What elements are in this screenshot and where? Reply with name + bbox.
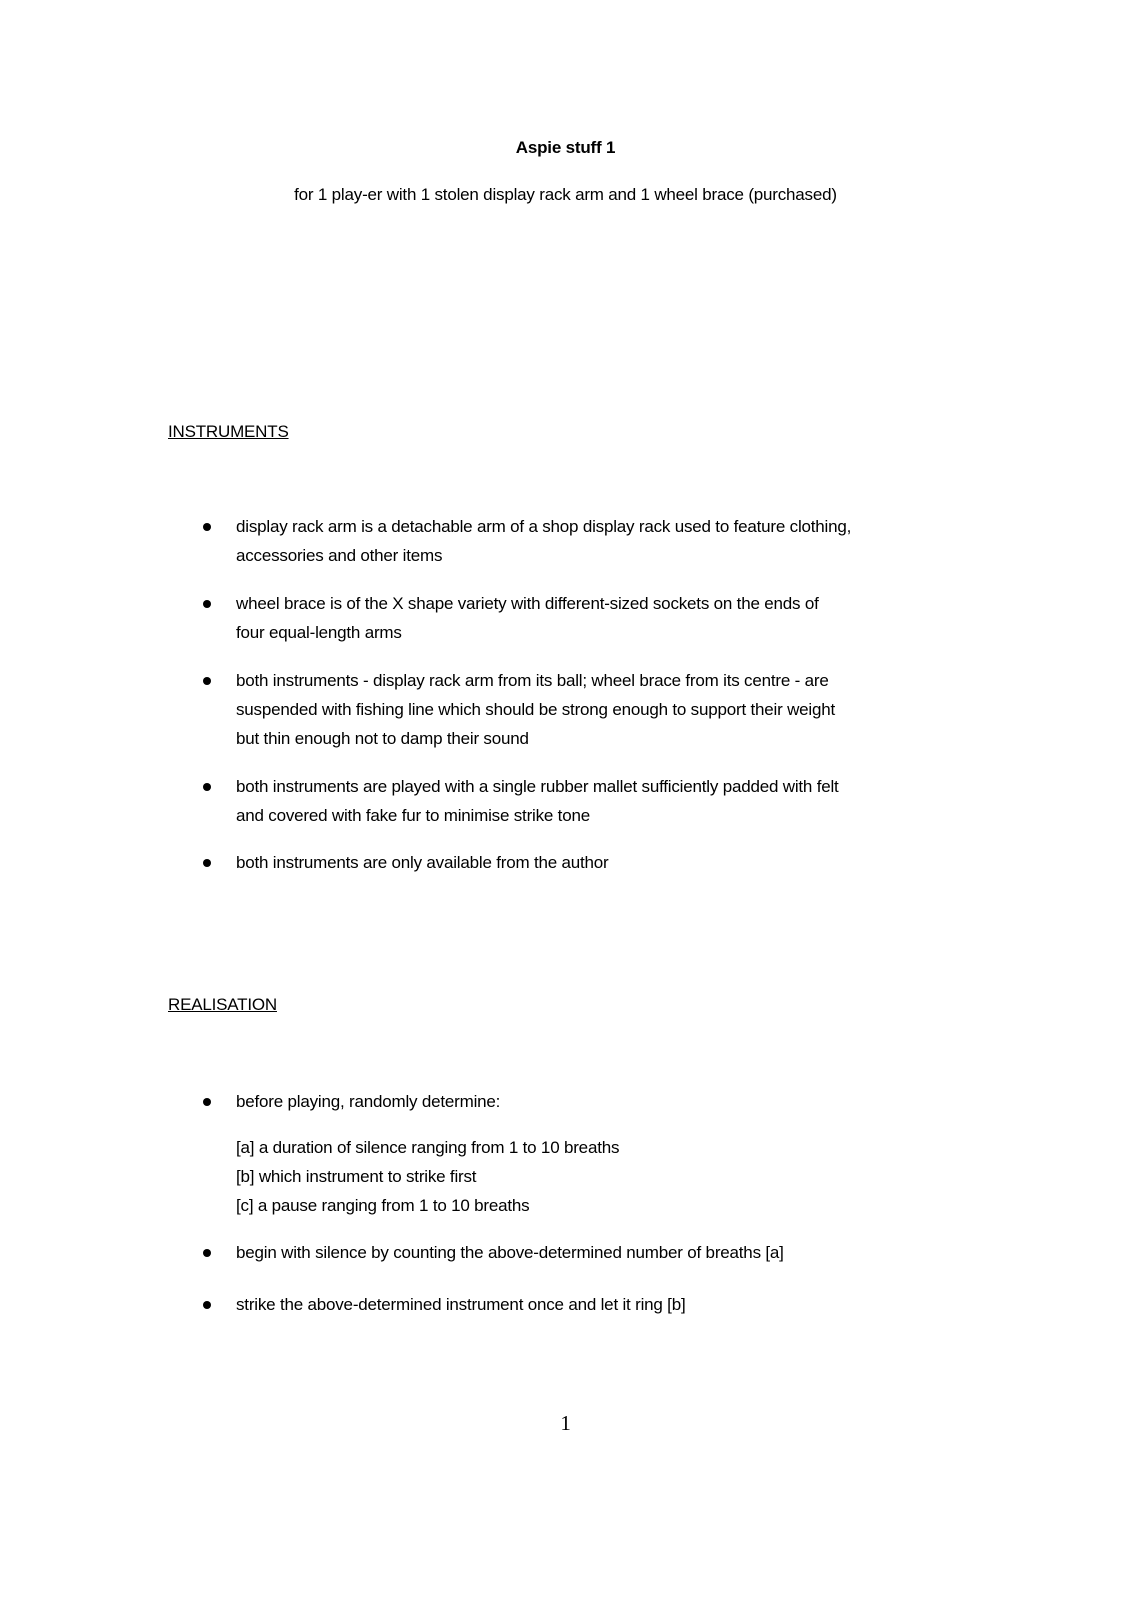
bullet-icon [203,523,211,531]
list-item: begin with silence by counting the above-determined number of breaths [a] [236,1243,784,1262]
sub-list-item: [b] which instrument to strike first [236,1167,477,1186]
bullet-icon [203,600,211,608]
bullet-icon [203,677,211,685]
sub-list-item: [c] a pause ranging from 1 to 10 breaths [236,1196,530,1215]
page-number: 1 [560,1411,571,1435]
document-subtitle: for 1 play-er with 1 stolen display rack arm and 1 wheel brace (purchased) [294,185,837,204]
list-item: accessories and other items [236,546,443,565]
list-item: display rack arm is a detachable arm of a shop display rack used to feature clothing, [236,517,852,536]
realisation-heading: REALISATION [168,995,277,1014]
list-item: suspended with fishing line which should be strong enough to support their weight [236,700,836,719]
list-item: both instruments - display rack arm from its ball; wheel brace from its centre - are [236,671,829,690]
bullet-icon [203,1098,211,1106]
document-title: Aspie stuff 1 [515,138,616,157]
list-item: both instruments are played with a single rubber mallet sufficiently padded with felt [236,777,839,796]
bullet-icon [203,1301,211,1309]
list-item: but thin enough not to damp their sound [236,729,529,748]
list-item: wheel brace is of the X shape variety with different-sized sockets on the ends of [236,594,819,613]
bullet-icon [203,783,211,791]
list-item: strike the above-determined instrument once and let it ring [b] [236,1295,686,1314]
list-item: both instruments are only available from the author [236,853,609,872]
list-item: four equal-length arms [236,623,402,642]
list-item: before playing, randomly determine: [236,1092,501,1111]
instruments-heading: INSTRUMENTS [168,422,289,441]
list-item: and covered with fake fur to minimise strike tone [236,806,590,825]
bullet-icon [203,1249,211,1257]
bullet-icon [203,859,211,867]
sub-list-item: [a] a duration of silence ranging from 1 to 10 breaths [236,1138,620,1157]
